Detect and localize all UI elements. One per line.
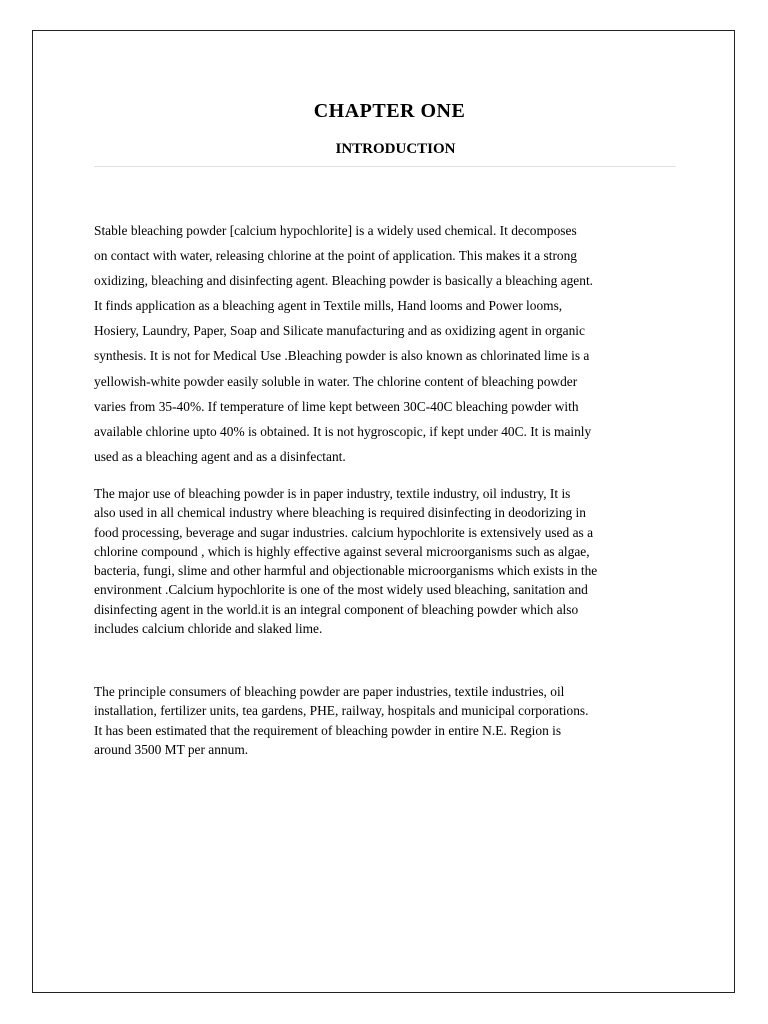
paragraph-line: includes calcium chloride and slaked lime. <box>94 621 323 637</box>
section-title: INTRODUCTION <box>335 141 456 157</box>
paragraph-3 <box>94 682 684 759</box>
paragraph-line: synthesis. It is not for Medical Use .Bleaching powder is also known as chlorinated lime is a <box>94 348 590 364</box>
paragraph-line: oxidizing, bleaching and disinfecting agent. Bleaching powder is basically a bleaching agent. <box>94 273 594 289</box>
paragraph-line: around 3500 MT per annum. <box>94 741 249 757</box>
paragraph-line: The principle consumers of bleaching powder are paper industries, textile industries, oil <box>94 684 565 699</box>
document-page <box>32 30 735 993</box>
paragraph-line: varies from 35-40%. If temperature of lime kept between 30C-40C bleaching powder with <box>94 398 579 414</box>
paragraph-line: on contact with water, releasing chlorine at the point of application. This makes it a strong <box>94 248 578 264</box>
paragraph-line: used as a bleaching agent and as a disinfectant. <box>94 448 346 464</box>
paragraph-line: also used in all chemical industry where bleaching is required disinfecting in deodorizing in <box>94 505 586 521</box>
paragraph-line: installation, fertilizer units, tea gardens, PHE, railway, hospitals and municipal corporations. <box>94 703 589 719</box>
paragraph-line: bacteria, fungi, slime and other harmful and objectionable microorganisms which exists in the <box>94 563 598 579</box>
paragraph-line: Stable bleaching powder [calcium hypochlorite] is a widely used chemical. It decomposes <box>94 223 577 238</box>
paragraph-1 <box>94 218 684 469</box>
paragraph-line: available chlorine upto 40% is obtained. It is not hygroscopic, if kept under 40C. It is mainly <box>94 423 592 439</box>
paragraph-line: The major use of bleaching powder is in paper industry, textile industry, oil industry, It is <box>94 486 571 501</box>
paragraph-line: Hosiery, Laundry, Paper, Soap and Silicate manufacturing and as oxidizing agent in organic <box>94 323 585 339</box>
paragraph-line: yellowish-white powder easily soluble in water. The chlorine content of bleaching powder <box>94 373 578 389</box>
header-divider <box>94 166 676 167</box>
paragraph-line: food processing, beverage and sugar industries. calcium hypochlorite is extensively used as a <box>94 524 594 540</box>
paragraph-line: chlorine compound , which is highly effective against several microorganisms such as algae, <box>94 543 590 559</box>
chapter-title: CHAPTER ONE <box>313 100 466 122</box>
paragraph-line: It has been estimated that the requirement of bleaching powder in entire N.E. Region is <box>94 722 562 738</box>
paragraph-line: disinfecting agent in the world.it is an integral component of bleaching powder which also <box>94 601 579 617</box>
paragraph-2 <box>94 484 684 638</box>
paragraph-line: It finds application as a bleaching agent in Textile mills, Hand looms and Power looms, <box>94 298 563 314</box>
paragraph-line: environment .Calcium hypochlorite is one of the most widely used bleaching, sanitation and <box>94 582 588 598</box>
